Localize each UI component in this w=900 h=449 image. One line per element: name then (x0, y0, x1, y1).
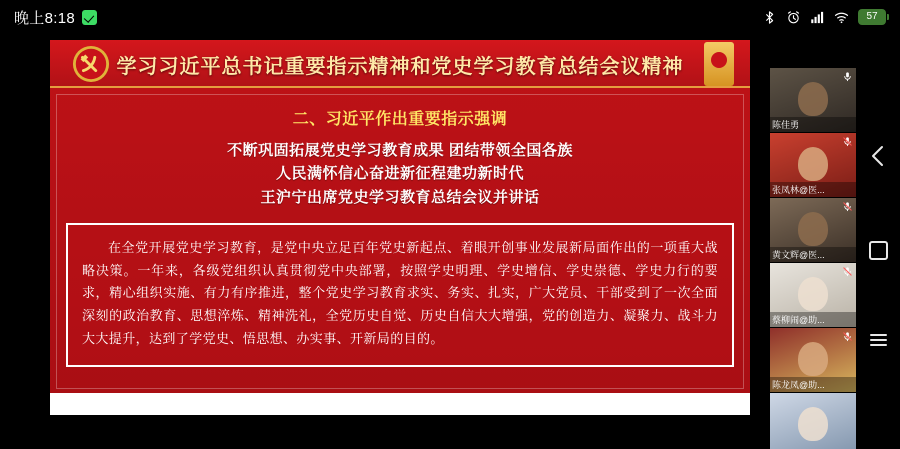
banner-underline (50, 86, 750, 88)
slide-banner-title: 学习习近平总书记重要指示精神和党史学习教育总结会议精神 (116, 55, 684, 78)
wifi-icon (834, 10, 849, 25)
home-button[interactable] (856, 228, 900, 272)
cellular-signal-icon (810, 10, 825, 25)
screen-record-icon (82, 10, 97, 25)
participant-tile[interactable] (770, 393, 856, 449)
avatar (798, 82, 828, 116)
participant-name: 黄文辉@医... (770, 247, 856, 262)
mic-off-icon (842, 201, 853, 212)
status-clock: 晚上8:18 (14, 9, 75, 27)
avatar (798, 407, 828, 441)
slide-subline-2: 人民满怀信心奋进新征程建功新时代 (275, 165, 524, 183)
participant-name: 陈佳勇 (770, 117, 856, 132)
bluetooth-icon (762, 10, 777, 25)
avatar (798, 147, 828, 181)
status-bar (0, 0, 900, 34)
party-hammer-sickle-emblem (72, 45, 110, 83)
mic-off-icon (842, 331, 853, 342)
recents-lines-icon (870, 331, 887, 349)
participant-tile[interactable] (770, 328, 856, 393)
participant-strip[interactable] (770, 68, 856, 449)
back-chevron-icon (870, 145, 886, 167)
avatar (798, 342, 828, 376)
slide-paragraph-text: 在全党开展党史学习教育，是党中央立足百年党史新起点、着眼开创事业发展新局面作出的一项重大战略决策。一年来，各级党组织认真贯彻党中央部署，按照学史明理、学史增信、学史崇德、学史力行的要求，精心组织实施、有力有序推进，整个党史学习教育求实、务实、扎实，广大党员、干部受到了一次全面深刻的政治教育、思想淬炼、精神洗礼，全党历史自觉、历史自信大大增强，党的创造力、凝聚力、战斗力大大提升，达到了学党史、悟思想、办实事、开新局的目的。 (82, 239, 718, 346)
mic-on-icon (842, 71, 853, 82)
status-bar-left (14, 7, 97, 28)
slide-banner (50, 40, 750, 88)
slide-subline-3: 王沪宁出席党史学习教育总结会议并讲话 (260, 188, 540, 206)
slide-headline: 二、习近平作出重要指示强调 (292, 111, 508, 128)
battery-level-text: 57 (866, 11, 878, 22)
recents-button[interactable] (856, 318, 900, 362)
shared-slide[interactable] (50, 40, 750, 415)
participant-name: 蔡柳闹@助... (770, 312, 856, 327)
meeting-content (0, 34, 900, 415)
participant-tile[interactable] (770, 263, 856, 328)
avatar (798, 277, 828, 311)
battery-indicator (858, 9, 886, 25)
slide-paragraph-box (66, 223, 734, 367)
participant-tile[interactable] (770, 68, 856, 133)
left-black-margin (0, 68, 50, 449)
slide-footer-strip (50, 393, 750, 415)
back-button[interactable] (856, 134, 900, 178)
participant-name: 张凤林@医... (770, 182, 856, 197)
system-nav-rail (856, 68, 900, 449)
slide-subline-1: 不断巩固拓展党史学习教育成果 团结带领全国各族 (227, 142, 573, 159)
mic-off-icon (842, 136, 853, 147)
participant-tile[interactable] (770, 133, 856, 198)
participant-name: 陈龙凤@助... (770, 377, 856, 392)
party-flag-emblem (704, 42, 734, 86)
participant-tile[interactable] (770, 198, 856, 263)
home-square-icon (869, 241, 888, 260)
slide-body (50, 88, 750, 209)
avatar (798, 212, 828, 246)
alarm-icon (786, 10, 801, 25)
mic-off-icon (842, 266, 853, 277)
status-bar-right (762, 9, 886, 25)
